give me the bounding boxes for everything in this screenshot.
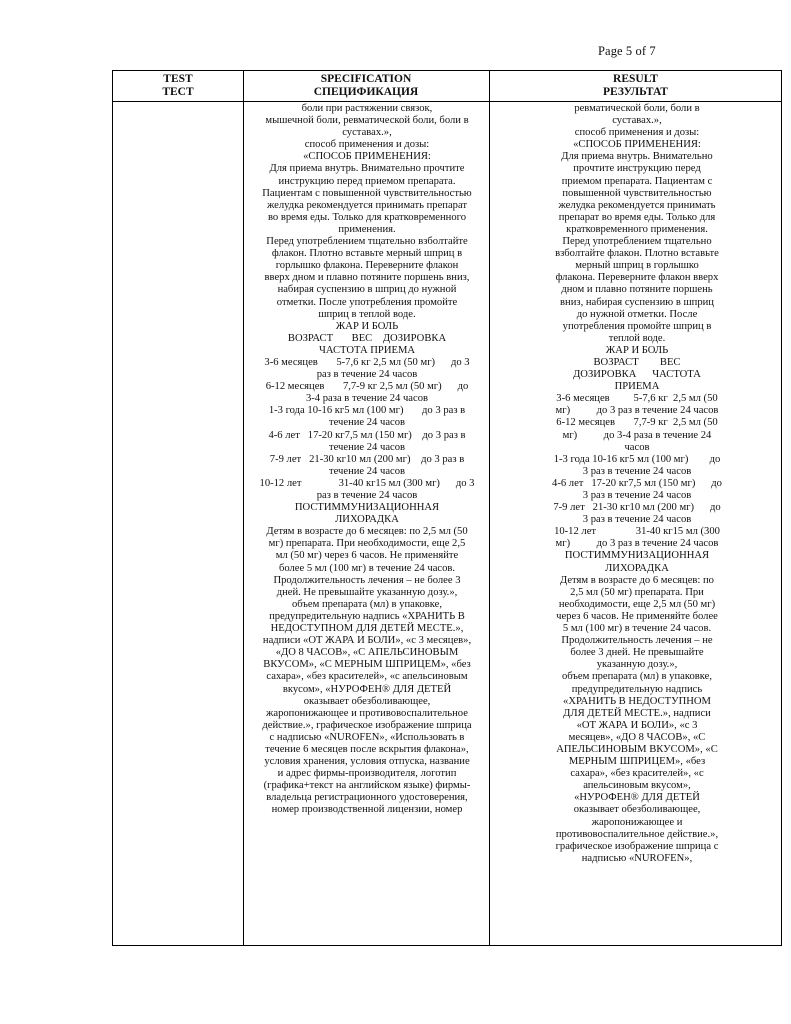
specification-line: набирая суспензию в шприц до нужной [277,284,457,296]
column-divider [489,71,490,945]
specification-line: Детям в возрасте до 6 месяцев: по 2,5 мл (50 [266,526,468,538]
header-test-en: TEST [163,73,193,85]
specification-line: сахара», «без красителей», «с апельсиновым [266,671,468,683]
result-line: 3-6 месяцев 5-7,6 кг 2,5 мл (50 [556,393,718,405]
specification-line: 3-4 раза в течение 24 часов [305,393,428,405]
specification-line: течение 24 часов [328,417,406,429]
specification-line: (графика+текст на английском языке) фирмы- [263,780,471,792]
result-line: «ХРАНИТЬ В НЕДОСТУПНОМ [563,695,711,707]
specification-line: ПОСТИММУНИЗАЦИОННАЯ [294,502,440,514]
result-line: флакона. Переверните флакон вверх [555,272,719,284]
result-line: ПРИЕМА [614,381,660,393]
specification-line: НЕДОСТУПНОМ ДЛЯ ДЕТЕЙ МЕСТЕ.», [270,623,464,635]
specification-line: флакон. Плотно вставьте мерный шприц в [271,248,463,260]
result-line: желудка рекомендуется принимать [558,199,716,211]
specification-line: жаропонижающее и противовоспалительное [266,707,468,719]
result-line: часов [624,441,650,453]
specification-line: с надписью «NUROFEN», «Использовать в [269,731,465,743]
result-line: надписью «NUROFEN», [581,852,693,864]
specification-line: применения. [338,223,396,235]
result-line: ВОЗРАСТ ВЕС [593,356,681,368]
result-line: АПЕЛЬСИНОВЫМ ВКУСОМ», «С [556,743,718,755]
specification-table [112,70,782,946]
result-line: мг) до 3 раз в течение 24 часов [555,538,719,550]
specification-line: горлышко флакона. Переверните флакон [275,260,459,272]
result-line: сахара», «без красителей», «с [570,768,704,780]
result-line: 3 раз в течение 24 часов [582,514,692,526]
specification-line: ЛИХОРАДКА [335,514,399,526]
result-line: через 6 часов. Не применяйте более [556,610,718,622]
specification-line: течение 24 часов [328,441,406,453]
result-line: месяцев», «ДО 8 ЧАСОВ», «С [568,731,706,743]
result-line: «НУРОФЕН® ДЛЯ ДЕТЕЙ [574,792,700,804]
header-specification [243,73,489,98]
specification-line: течение 6 месяцев после вскрытия флакона», [265,743,469,755]
specification-line: ЖАР И БОЛЬ [335,320,399,332]
result-line: «ОТ ЖАРА И БОЛИ», «с 3 [576,719,698,731]
result-line: ЛИХОРАДКА [605,562,669,574]
specification-line: оказывает обезболивающее, [303,695,431,707]
specification-line: Для приема внутрь. Внимательно прочтите [269,163,465,175]
specification-line: ВОЗРАСТ ВЕС ДОЗИРОВКА [287,332,447,344]
result-line: апельсиновым вкусом», [583,780,691,792]
result-line: вниз, набирая суспензию в шприц [560,296,714,308]
result-line: мг) до 3-4 раза в течение 24 [562,429,712,441]
column-divider [243,71,244,945]
result-line: 3 раз в течение 24 часов [582,490,692,501]
result-line: кратковременного применения. [566,223,708,235]
result-line: ДЛЯ ДЕТЕЙ МЕСТЕ.», надписи [563,707,711,719]
result-line: 4-6 лет 17-20 кг7,5 мл (150 мг) до [552,477,722,489]
specification-line: надписи «ОТ ЖАРА И БОЛИ», «с 3 месяцев», [262,635,472,647]
specification-line: раз в течение 24 часов [316,369,418,381]
specification-line: 6-12 месяцев 7,7-9 кг 2,5 мл (50 мг) до [265,381,469,393]
header-divider [113,101,781,102]
result-line: ДОЗИРОВКА ЧАСТОТА [573,369,701,381]
result-line: необходимости, еще 2,5 мл (50 мг) [558,598,716,610]
specification-line: инструкцию перед приемом препарата. [278,175,456,187]
specification-cell [249,103,485,945]
result-line: указанную дозу.», [596,659,678,671]
result-line: ревматической боли, боли в [574,103,700,114]
result-cell [495,103,779,945]
specification-line: течение 24 часов [328,465,406,477]
header-result [489,73,782,98]
specification-line: «СПОСОБ ПРИМЕНЕНИЯ: [303,151,431,163]
specification-line: 1-3 года 10-16 кг5 мл (100 мг) до 3 раз в [268,405,466,417]
result-line: оказывает обезболивающее, [573,804,701,816]
specification-line: во время еды. Только для кратковременного [268,211,466,223]
result-line: МЕРНЫМ ШПРИЦЕМ», «без [568,756,706,768]
result-line: до нужной отметки. После [576,308,698,320]
result-line: способ применения и дозы: [574,127,700,139]
specification-line: «ДО 8 ЧАСОВ», «С АПЕЛЬСИНОВЫМ [275,647,459,659]
specification-line: 3-6 месяцев 5-7,6 кг 2,5 мл (50 мг) до 3 [264,356,470,368]
result-line: теплой воде. [608,332,666,344]
specification-line: мг) препарата. При необходимости, еще 2,5 [268,538,466,550]
specification-line: условия хранения, условия отпуска, название [264,756,470,768]
result-line: ПОСТИММУНИЗАЦИОННАЯ [564,550,710,562]
result-line: жаропонижающее и [591,816,683,828]
specification-line: дней. Не превышайте указанную дозу.», [276,586,458,598]
specification-line: раз в течение 24 часов [316,490,418,501]
specification-line: 7-9 лет 21-30 кг10 мл (200 мг) до 3 раз в [269,453,465,465]
header-test [113,73,243,98]
result-line: взболтайте флакон. Плотно вставьте [555,248,719,260]
result-line: употребления промойте шприц в [562,320,712,332]
specification-line: объем препарата (мл) в упаковке, [292,598,442,610]
result-line: мг) до 3 раз в течение 24 часов [555,405,719,417]
result-line: Перед употреблением тщательно [562,236,712,248]
result-line: 10-12 лет 31-40 кг15 мл (300 [554,526,720,538]
page-number: Page 5 of 7 [598,44,656,58]
result-line: 6-12 месяцев 7,7-9 кг 2,5 мл (50 [556,417,718,429]
specification-line: вкусом», «НУРОФЕН® ДЛЯ ДЕТЕЙ [282,683,452,695]
result-line: мерный шприц в горлышко [575,260,699,272]
header-specification-en: SPECIFICATION [320,73,412,85]
specification-line: мл (50 мг) через 6 часов. Не применяйте [275,550,459,562]
specification-line: владельца регистрационного удостоверения, [266,792,468,804]
result-line: препарат во время еды. Только для [558,211,716,223]
specification-line: действие.», графическое изображение шприца [262,719,472,731]
specification-line: боли при растяжении связок, [301,103,433,114]
result-line: суставах.», [612,115,662,127]
specification-line: Пациентам с повышенной чувствительностью [262,187,472,199]
header-result-ru: РЕЗУЛЬТАТ [603,85,668,98]
specification-line: шприц в теплой воде. [318,308,416,320]
specification-line: ВКУСОМ», «С МЕРНЫМ ШПРИЦЕМ», «без [263,659,471,671]
result-line: дном и плавно потяните поршень [561,284,713,296]
result-line: противовоспалительное действие.», [555,828,719,840]
specification-line: способ применения и дозы: [304,139,430,151]
header-result-en: RESULT [613,73,658,85]
header-test-ru: ТЕСТ [162,85,194,98]
result-line: повышенной чувствительностью [562,187,712,199]
header-specification-ru: СПЕЦИФИКАЦИЯ [313,85,419,98]
result-line: предупредительную надпись [571,683,703,695]
result-line: 7-9 лет 21-30 кг10 мл (200 мг) до [553,502,721,514]
result-line: 2,5 мл (50 мг) препарата. При [570,586,704,598]
result-line: Продолжительность лечения – не [561,635,713,647]
specification-line: отметки. После употребления промойте [276,296,458,308]
specification-line: желудка рекомендуется принимать препарат [266,199,468,211]
specification-line: суставах.», [342,127,392,139]
result-line: 1-3 года 10-16 кг5 мл (100 мг) до [553,453,721,465]
result-line: ЖАР И БОЛЬ [605,344,669,356]
result-line: 3 раз в течение 24 часов [582,465,692,477]
result-line: «СПОСОБ ПРИМЕНЕНИЯ: [573,139,701,151]
result-line: прочтите инструкцию перед [573,163,701,175]
specification-line: предупредительную надпись «ХРАНИТЬ В [269,610,465,622]
specification-line: 10-12 лет 31-40 кг15 мл (300 мг) до 3 [259,477,475,489]
specification-line: и адрес фирмы-производителя, логотип [277,768,457,780]
specification-line: более 5 мл (100 мг) в течение 24 часов. [278,562,456,574]
result-line: 5 мл (100 мг) в течение 24 часов. [562,623,712,635]
result-line: Детям в возрасте до 6 месяцев: по [560,574,714,586]
result-line: Для приема внутрь. Внимательно [561,151,713,163]
specification-line: номер производственной лицензии, номер [271,804,463,816]
specification-line: ЧАСТОТА ПРИЕМА [318,344,416,356]
result-line: графическое изображение шприца с [555,840,719,852]
result-line: приемом препарата. Пациентам с [561,175,713,187]
specification-line: 4-6 лет 17-20 кг7,5 мл (150 мг) до 3 раз в [268,429,466,441]
specification-line: мышечной боли, ревматической боли, боли в [265,115,469,127]
specification-line: Перед употреблением тщательно взболтайте [266,236,468,248]
specification-line: Продолжительность лечения – не более 3 [273,574,461,586]
specification-line: вверх дном и плавно потяните поршень вниз, [264,272,470,284]
result-line: более 3 дней. Не превышайте [570,647,704,659]
result-line: объем препарата (мл) в упаковке, [562,671,712,683]
